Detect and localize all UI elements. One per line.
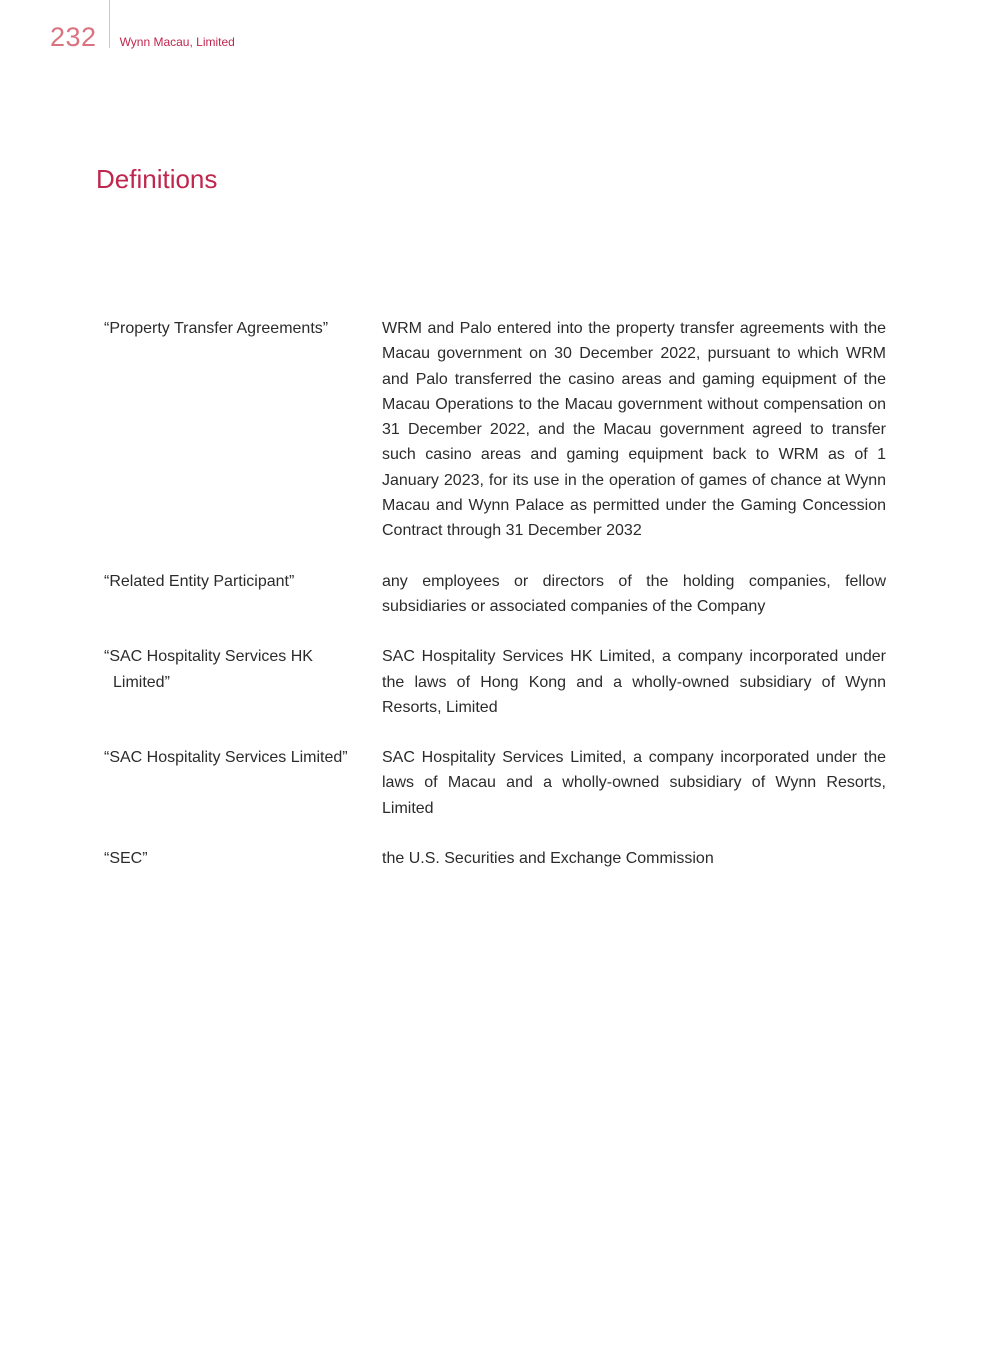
definition-row xyxy=(96,745,886,821)
definition-text: WRM and Palo entered into the property transfer agreements with the Macau government on 30 December 2022, pursuant to which WRM and Palo transferred the casino areas and gaming equipment of the Macau Operations to the Macau government without compensation on 31 December 2022, and the Macau government agreed to transfer such casino areas and gaming equipment back to WRM as of 1 January 2023, for its use in the operation of games of chance at Wynn Macau and Wynn Palace as permitted under the Gaming Concession Contract through 31 December 2032 xyxy=(382,320,886,540)
definition-term: “Related Entity Participant” xyxy=(104,572,295,590)
definition-text: SAC Hospitality Services HK Limited, a company incorporated under the laws of Hong Kong and a wholly-owned subsidiary of Wynn Resorts, Limited xyxy=(382,648,886,716)
definition-term: “SAC Hospitality Services HK Limited” xyxy=(104,648,313,691)
page-header xyxy=(50,18,235,52)
definition-term: “SEC” xyxy=(104,850,148,868)
definition-term: “SAC Hospitality Services Limited” xyxy=(104,749,348,767)
section-title: Definitions xyxy=(96,164,218,194)
definition-text: any employees or directors of the holding companies, fellow subsidiaries or associated companies of the Company xyxy=(382,572,886,615)
definition-term: “Property Transfer Agreements” xyxy=(104,320,329,337)
header-divider xyxy=(109,0,110,48)
definition-row xyxy=(96,644,886,720)
page-number: 232 xyxy=(50,22,97,52)
definitions-list xyxy=(96,316,886,896)
company-name: Wynn Macau, Limited xyxy=(119,35,235,49)
definition-row xyxy=(96,569,886,620)
definition-row xyxy=(96,846,886,871)
definition-row xyxy=(96,316,886,544)
definition-text: SAC Hospitality Services Limited, a company incorporated under the laws of Macau and a wholly-owned subsidiary of Wynn Resorts, Limited xyxy=(382,749,886,817)
definition-text: the U.S. Securities and Exchange Commission xyxy=(382,850,714,868)
